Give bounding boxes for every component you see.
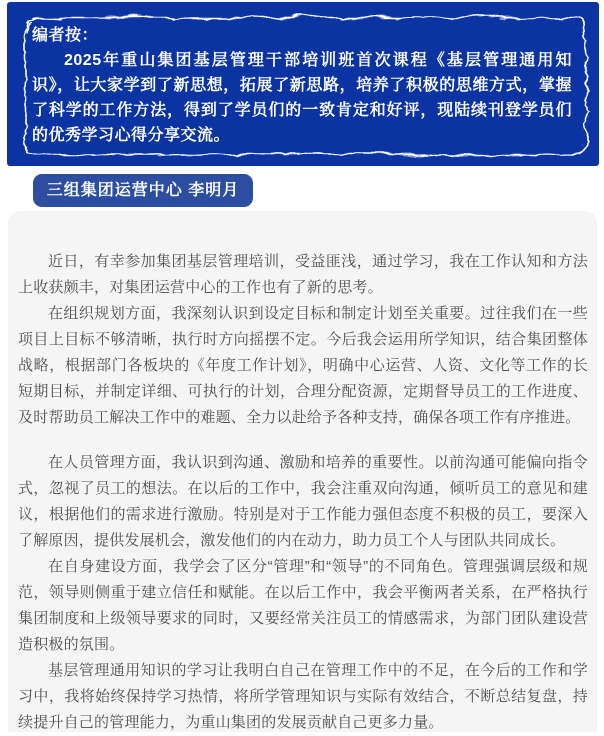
article-card (8, 211, 597, 732)
article-paragraph-4: 在自身建设方面，我学会了区分“管理”和“领导”的不同角色。管理强调层级和规范，领导则侧重于建立信任和赋能。在以后工作中，我会平衡两者关系，在严格执行集团制度和上级领导要求的同时，又要经常关注员工的情感需求，为部门团队建设营造积极的氛围。 (18, 558, 588, 653)
article-paragraph-1: 近日，有幸参加集团基层管理培训，受益匪浅，通过学习，我在工作认知和方法上收获颇丰，对集团运营中心的工作也有了新的思考。 (18, 253, 588, 296)
article-paragraph-5: 基层管理通用知识的学习让我明白自己在管理工作中的不足，在今后的工作和学习中，我将始终保持学习热情，将所学管理知识与实际有效结合，不断总结复盘，持续提升自己的管理能力，为重山集团的发展贡献自己更多力量。 (18, 662, 588, 731)
editor-note-content (32, 23, 572, 148)
article-paragraph-2: 在组织规划方面，我深刻认识到设定目标和制定计划至关重要。过往我们在一些项目上目标不够清晰，执行时方向摇摆不定。今后我会运用所学知识，结合集团整体战略，根据部门各板块的《年度工作计划》，明确中心运营、人资、文化等工作的长短期目标，并制定详细、可执行的计划，合理分配资源，定期督导员工的工作进度、及时帮助员工解决工作中的难题、全力以赴给予各种支持，确保各项工作有序推进。 (18, 305, 588, 426)
article-paragraph-3: 在人员管理方面，我认识到沟通、激励和培养的重要性。以前沟通可能偏向指令式，忽视了员工的想法。在以后的工作中，我会注重双向沟通，倾听员工的意见和建议，根据他们的需求进行激励。特别是对于工作能力强但态度不积极的员工，要深入了解原因，提供发展机会，激发他们的内在动力，助力员工个人与团队共同成长。 (18, 454, 588, 549)
editor-note-box (7, 2, 599, 166)
editor-note-label: 编者按： (32, 27, 99, 44)
editor-note-body: 2025年重山集团基层管理干部培训班首次课程《基层管理通用知识》，让大家学到了新思想，拓展了新思路，培养了积极的思维方式，掌握了科学的工作方法，得到了学员们的一致肯定和好评，现陆续刊登学员们的优秀学习心得分享交流。 (32, 52, 572, 144)
author-badge: 三组集团运营中心 李明月 (33, 174, 253, 207)
